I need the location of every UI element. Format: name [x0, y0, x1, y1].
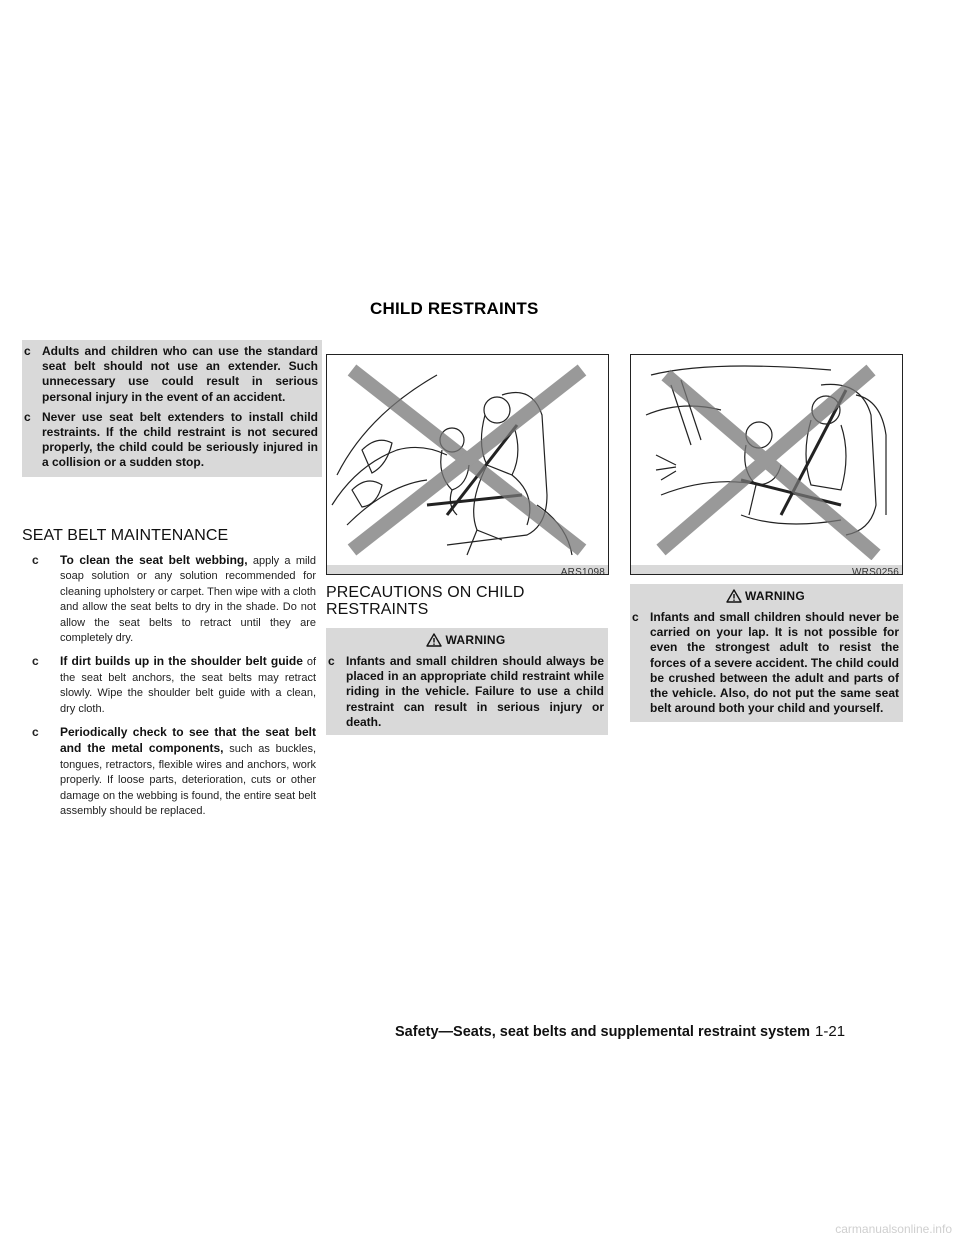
page-footer: [395, 1023, 845, 1040]
precautions-heading: PRECAUTIONS ON CHILD RESTRAINTS: [326, 584, 525, 618]
warning-triangle-icon: [426, 633, 442, 647]
child-on-lap-illustration: [327, 355, 608, 560]
chapter-title: Safety—Seats, seat belts and supplemental restraint system: [395, 1024, 811, 1040]
maintenance-item: [22, 654, 316, 717]
bullet-mark: c: [328, 654, 335, 668]
warning-item: [632, 610, 899, 716]
maintenance-item-text: apply a mild soap solution or any solution recommended for cleaning upholstery or carpet. Then wipe with a cloth and allow the seat belts to dry in the shade. Do not allow the seat belts to retract until they are completely dry.: [60, 555, 316, 645]
warning-item: [24, 344, 318, 405]
section-title: CHILD RESTRAINTS: [370, 299, 539, 318]
warning-item: [24, 410, 318, 471]
warning-header: [328, 632, 604, 648]
warning-header: [632, 588, 899, 604]
figure-left: [326, 354, 609, 575]
lap-warning-box: [630, 584, 903, 722]
maintenance-item-text: of the seat belt anchors, the seat belts may retract slowly. Wipe the shoulder belt guide with a clean, dry cloth.: [60, 656, 316, 715]
warning-item-text: Infants and small children should never be carried on your lap. It is not possible for even the strongest adult to resist the forces of a severe accident. The child could be crushed between the adult and parts of the vehicle. Also, do not put the same seat belt around both your child and yourself.: [650, 610, 899, 716]
warning-item-text: Adults and children who can use the standard seat belt should not use an extender. Such unnecessary use could result in serious personal injury in the event of an accident.: [42, 344, 318, 404]
maintenance-item-lead: To clean the seat belt webbing,: [60, 553, 248, 567]
warning-item-text: Infants and small children should always be placed in an appropriate child restraint while riding in the vehicle. Failure to use a child restraint can result in serious injury or death.: [346, 654, 604, 729]
maintenance-item-lead: If dirt builds up in the shoulder belt guide: [60, 654, 303, 669]
left-warning-box: [22, 340, 322, 477]
maintenance-section: [22, 527, 316, 820]
warning-item-text: Never use seat belt extenders to install child restraints. If the child restraint is not secured properly, the child could be seriously injured in a collision or a sudden stop.: [42, 409, 318, 470]
maintenance-item: [22, 553, 316, 646]
page-number: 1-21: [815, 1023, 846, 1040]
shared-seat-belt-illustration: [631, 355, 902, 560]
bullet-mark: c: [32, 553, 39, 567]
bullet-mark: c: [632, 610, 639, 624]
figure-caption: WRS0256: [631, 565, 902, 575]
warning-item: [328, 654, 604, 730]
watermark: carmanualsonline.info: [835, 1222, 952, 1236]
precautions-warning-box: [326, 628, 608, 735]
bullet-mark: c: [24, 344, 31, 358]
figure-caption: ARS1098: [327, 565, 608, 575]
figure-right: [630, 354, 903, 575]
maintenance-item-text: such as buckles, tongues, retractors, flexible wires and anchors, work properly. If loose parts, deterioration, cuts or other damage on the webbing is found, the entire seat belt assembly should be replaced.: [60, 743, 317, 818]
bullet-mark: c: [32, 654, 39, 669]
warning-triangle-icon: [726, 589, 742, 603]
bullet-mark: c: [32, 725, 39, 740]
maintenance-item: [22, 725, 316, 819]
bullet-mark: c: [24, 409, 31, 424]
maintenance-item-lead: Periodically check to see that the seat belt and the metal components,: [60, 725, 316, 756]
warning-label: WARNING: [445, 633, 506, 647]
warning-label: WARNING: [744, 589, 806, 603]
maintenance-heading: SEAT BELT MAINTENANCE: [22, 527, 229, 544]
precautions-section: [326, 584, 608, 618]
